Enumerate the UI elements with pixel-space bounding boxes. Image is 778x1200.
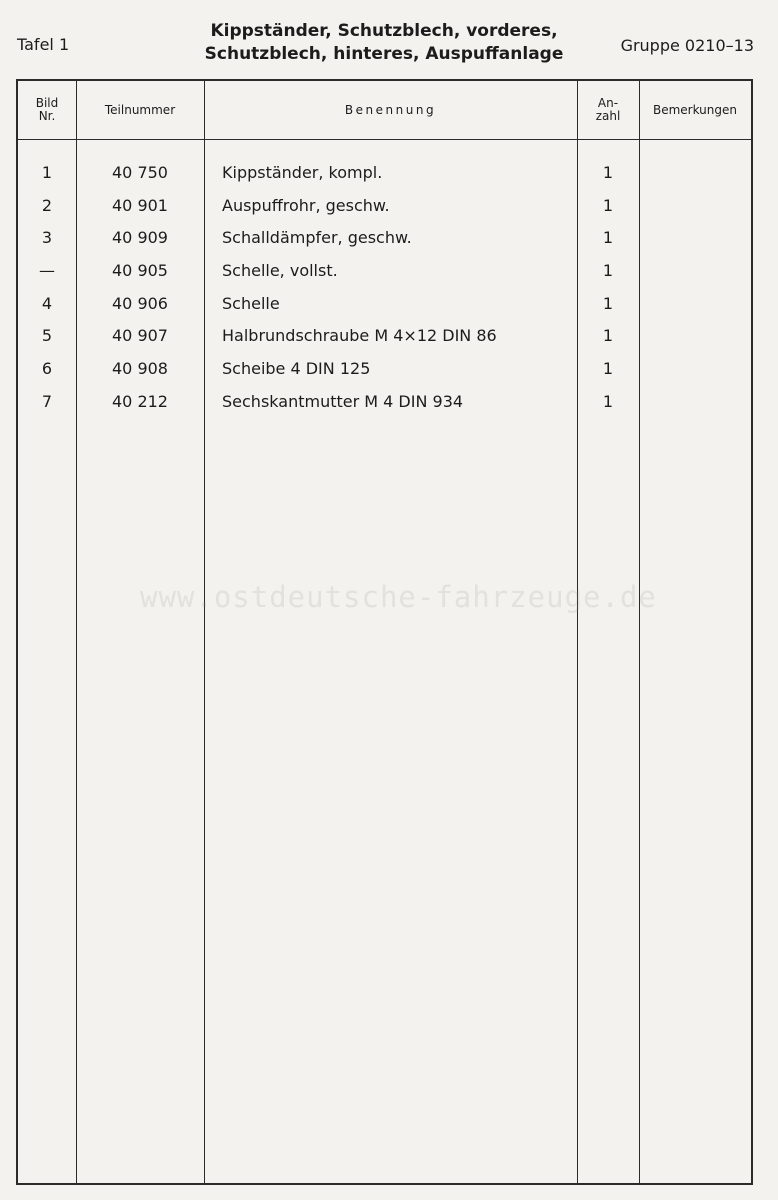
parts-table [16, 79, 753, 1185]
gruppe-label: Gruppe 0210–13 [620, 36, 754, 55]
header-bild-line1: Bild [35, 96, 59, 110]
cell-anzahl: 1 [602, 163, 614, 182]
cell-benennung: Scheibe 4 DIN 125 [222, 359, 371, 379]
cell-benennung: Schelle [222, 293, 280, 313]
cell-teilnummer: 40 750 [112, 163, 168, 182]
table-row [18, 196, 751, 229]
cell-benennung: Sechskantmutter M 4 DIN 934 [222, 391, 464, 411]
cell-bild-nr: 2 [41, 195, 53, 215]
table-row [18, 163, 751, 196]
cell-benennung: Schelle, vollst. [222, 261, 338, 281]
cell-bild-nr: 7 [41, 391, 53, 411]
cell-anzahl: 1 [602, 261, 614, 281]
table-row [18, 261, 751, 294]
header-teilnummer: Teilnummer [104, 102, 176, 117]
header-anzahl-line2: zahl [595, 109, 621, 123]
table-row [18, 294, 751, 327]
header-anzahl-line1: An- [597, 96, 619, 110]
watermark: www.ostdeutsche-fahrzeuge.de [140, 580, 657, 614]
cell-anzahl: 1 [602, 195, 614, 215]
cell-teilnummer: 40 901 [112, 195, 168, 215]
table-row [18, 326, 751, 359]
cell-anzahl: 1 [602, 326, 614, 346]
table-row [18, 392, 751, 425]
cell-anzahl: 1 [602, 293, 614, 313]
cell-anzahl: 1 [602, 228, 614, 248]
cell-anzahl: 1 [602, 391, 614, 411]
tafel-label: Tafel 1 [17, 35, 70, 54]
cell-teilnummer: 40 907 [112, 326, 168, 346]
title-line-1: Kippständer, Schutzblech, vorderes, [210, 21, 558, 41]
cell-teilnummer: 40 905 [112, 261, 168, 281]
header-bemerkungen: Bemerkungen [652, 102, 738, 117]
header-divider [18, 139, 751, 140]
cell-benennung: Kippständer, kompl. [222, 163, 383, 182]
table-row [18, 228, 751, 261]
cell-anzahl: 1 [602, 359, 614, 379]
cell-teilnummer: 40 212 [112, 391, 168, 411]
cell-bild-nr: 6 [41, 359, 53, 379]
header-bild-line2: Nr. [38, 109, 56, 123]
page-title [170, 20, 598, 66]
cell-bild-nr: 4 [41, 293, 53, 313]
cell-teilnummer: 40 906 [112, 293, 168, 313]
cell-bild-nr: — [39, 261, 55, 281]
cell-teilnummer: 40 909 [112, 228, 168, 248]
table-row [18, 359, 751, 392]
cell-benennung: Halbrundschraube M 4×12 DIN 86 [222, 326, 497, 346]
cell-benennung: Auspuffrohr, geschw. [222, 195, 390, 215]
header-bild-nr [18, 81, 76, 139]
cell-bild-nr: 3 [41, 228, 53, 248]
cell-bild-nr: 5 [41, 326, 53, 346]
header-anzahl [577, 81, 639, 139]
cell-bild-nr: 1 [41, 163, 53, 182]
cell-teilnummer: 40 908 [112, 359, 168, 379]
cell-benennung: Schalldämpfer, geschw. [222, 228, 412, 248]
header-benennung: Benennung [344, 102, 437, 117]
table-body [18, 163, 751, 425]
title-line-2: Schutzblech, hinteres, Auspuffanlage [204, 44, 564, 64]
